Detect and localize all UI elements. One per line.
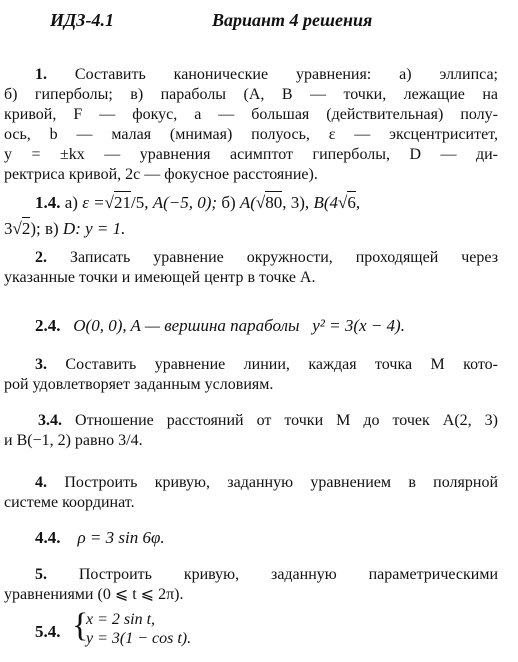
task-1-4-line2-post: ); в) (30, 219, 59, 238)
problem-2-line-2: указанные точки и имеющей центр в точке A. (4, 269, 316, 286)
task-5-4-number: 5.4. (35, 622, 61, 641)
task-1-4-line2-sqrt: 2 (21, 219, 31, 238)
sqrt-sign: √ (255, 193, 266, 212)
task-1-4-eps-tail: /5, (130, 193, 149, 212)
problem-4-line-1: Построить кривую, заданную уравнением в полярной (64, 474, 499, 491)
task-1-4-b-label: б) (221, 193, 236, 212)
task-1-4-b-sqrt: 6 (347, 193, 356, 212)
problem-4-line-2: системе координат. (4, 494, 135, 511)
task-1-4-point-a: A(−5, 0); (152, 193, 218, 212)
task-1-4-line2-pre: 3 (4, 219, 13, 238)
task-2-4-body: O(0, 0), A — вершина параболы (73, 316, 300, 335)
problem-5-number: 5. (35, 566, 47, 583)
task-1-4-directrix: D: y = 1. (62, 219, 126, 238)
sqrt-sign: √ (337, 193, 348, 212)
problem-3-line-1: Составить уравнение линии, каждая точка M кото- (65, 356, 498, 373)
problem-3-number: 3. (35, 356, 47, 373)
header-right: Вариант 4 решения (212, 10, 373, 30)
task-2-4-equation: y² = 3(x − 4). (312, 316, 405, 335)
task-1-4-a2-sqrt: 80 (265, 193, 283, 212)
task-3-4-line-1: Отношение расстояний от точки M до точек A(2, 3) (75, 412, 499, 429)
task-3-4-line-2: и B(−1, 2) равно 3/4. (4, 432, 143, 449)
task-4-4-number: 4.4. (35, 528, 61, 547)
task-2-4-number: 2.4. (35, 316, 61, 335)
task-1-4-b-pre: B(4 (313, 193, 338, 212)
sqrt-sign: √ (12, 219, 22, 238)
problem-2-line-1: Записать уравнение окружности, проходящей через (69, 249, 499, 266)
problem-2-number: 2. (35, 249, 47, 266)
problem-1-line-4: ось, b — малая (мнимая) полуось, ε — эксцентриситет, (4, 126, 498, 143)
task-5-4-equation-2: y = 3(1 − cos t). (86, 630, 192, 647)
header-left: ИДЗ-4.1 (50, 10, 114, 30)
task-4-4-equation: ρ = 3 sin 6φ. (77, 528, 165, 547)
problem-3-line-2: рой удовлетворяет заданным условиям. (4, 376, 274, 393)
task-3-4-number: 3.4. (38, 412, 62, 429)
problem-1-line-2: б) гиперболы; в) параболы (A, B — точки, лежащие на (4, 86, 498, 103)
task-1-4-a2-pre: A( (239, 193, 256, 212)
task-1-4-b-post: , (355, 193, 361, 212)
problem-5-line-2: уравнениями (0 ⩽ t ⩽ 2π). (4, 586, 184, 603)
sqrt-sign: √ (104, 193, 114, 212)
problem-5-line-1: Построить кривую, заданную параметрическими (78, 566, 499, 583)
task-1-4-a-label: а) (64, 193, 78, 212)
task-1-4-sqrt: 21 (113, 193, 131, 212)
task-1-4-a2-post: , 3), (282, 193, 310, 212)
problem-1-line-1: Составить канонические уравнения: а) эллипса; (74, 66, 498, 83)
task-1-4-number: 1.4. (35, 193, 61, 212)
task-5-4-equation-1: x = 2 sin t, (86, 611, 156, 628)
task-1-4-eps: ε = (82, 193, 105, 212)
problem-4-number: 4. (35, 474, 47, 491)
problem-1-number: 1. (35, 66, 47, 83)
system-brace: { (72, 607, 89, 644)
problem-1-line-5: y = ±kx — уравнения асимптот гиперболы, D — ди- (4, 146, 498, 163)
problem-1-line-6: ректриса кривой, 2c — фокусное расстояние). (4, 166, 318, 183)
problem-1-line-3: кривой, F — фокус, a — большая (действительная) полу- (4, 106, 498, 123)
